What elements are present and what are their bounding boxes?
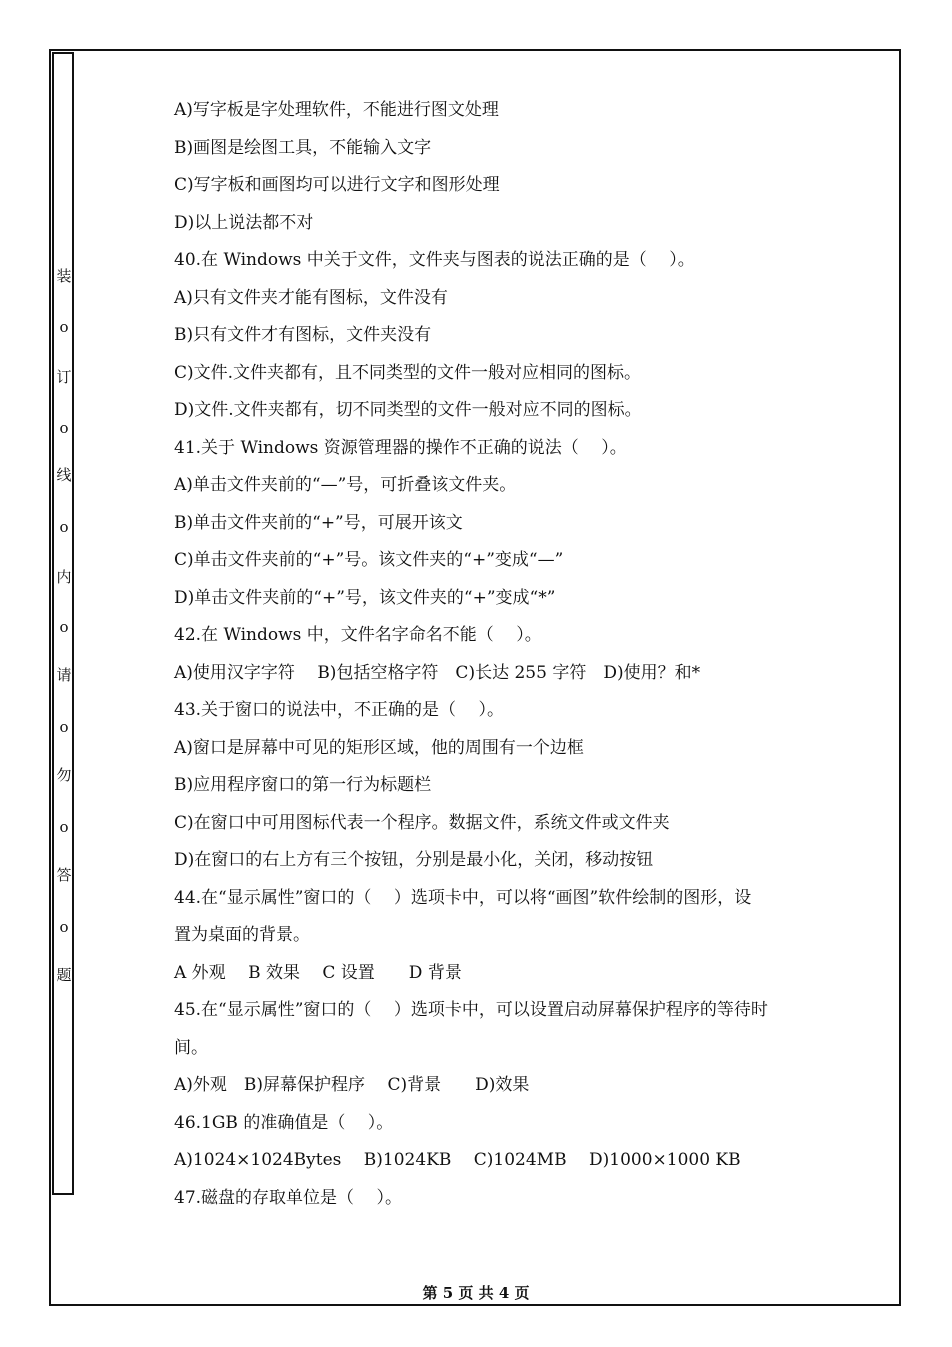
text-line: C)文件.文件夹都有，且不同类型的文件一般对应相同的图标。 xyxy=(174,362,642,383)
binding-char: o xyxy=(59,318,69,336)
text-line: A)单击文件夹前的“—”号，可折叠该文件夹。 xyxy=(174,475,517,495)
text-line: A)使用汉字字符 B)包括空格字符 C)长达 255 字符 D)使用？和* xyxy=(174,662,701,683)
question-46: 46.1GB 的准确值是（ ）。 xyxy=(174,1112,394,1133)
text-line: C)写字板和画图均可以进行文字和图形处理 xyxy=(174,175,500,195)
binding-char: 装 xyxy=(56,267,72,285)
binding-char: o xyxy=(59,518,69,536)
question-43: 43.关于窗口的说法中，不正确的是（ ）。 xyxy=(174,700,504,720)
question-42: 42.在 Windows 中，文件名字命名不能（ ）。 xyxy=(174,625,542,645)
binding-char: o xyxy=(59,419,69,437)
question-41: 41.关于 Windows 资源管理器的操作不正确的说法（ ）。 xyxy=(174,437,627,458)
binding-char: o xyxy=(59,718,69,736)
binding-char: 答 xyxy=(56,866,72,884)
question-44: 44.在“显示属性”窗口的（ ）选项卡中，可以将“画图”软件绘制的图形，设 xyxy=(174,887,752,908)
text-line: A)窗口是屏幕中可见的矩形区域，他的周围有一个边框 xyxy=(174,737,584,758)
text-line: D)单击文件夹前的“+”号，该文件夹的“+”变成“*” xyxy=(174,587,556,608)
text-line: D)在窗口的右上方有三个按钮，分别是最小化，关闭，移动按钮 xyxy=(174,850,654,870)
text-line: D)文件.文件夹都有，切不同类型的文件一般对应不同的图标。 xyxy=(174,400,642,420)
binding-char: o xyxy=(59,618,69,636)
binding-char: 内 xyxy=(56,568,72,586)
text-line: A)只有文件夹才能有图标，文件没有 xyxy=(174,287,448,308)
text-line: B)画图是绘图工具，不能输入文字 xyxy=(174,137,432,158)
text-line: A 外观 B 效果 C 设置 D 背景 xyxy=(174,962,462,983)
question-45: 45.在“显示属性”窗口的（ ）选项卡中，可以设置启动屏幕保护程序的等待时 xyxy=(174,1000,768,1020)
text-line: B)单击文件夹前的“+”号，可展开该文 xyxy=(174,512,463,533)
binding-char: 订 xyxy=(56,368,72,386)
text-line: 置为桌面的背景。 xyxy=(174,925,310,945)
question-47: 47.磁盘的存取单位是（ ）。 xyxy=(174,1187,402,1208)
binding-char: o xyxy=(59,918,69,936)
text-line: 间。 xyxy=(174,1037,208,1058)
question-content xyxy=(174,92,874,1217)
page-footer: 第 5 页 共 4 页 xyxy=(422,1284,530,1302)
binding-char: o xyxy=(59,818,69,836)
text-line: A)1024×1024Bytes B)1024KB C)1024MB D)1000×1000 KB xyxy=(174,1150,741,1170)
text-line: B)应用程序窗口的第一行为标题栏 xyxy=(174,775,432,795)
text-line: C)在窗口中可用图标代表一个程序。数据文件，系统文件或文件夹 xyxy=(174,812,670,833)
binding-char: 题 xyxy=(56,966,72,984)
text-line: B)只有文件才有图标，文件夹没有 xyxy=(174,325,432,345)
binding-char: 请 xyxy=(56,666,72,684)
text-line: C)单击文件夹前的“+”号。该文件夹的“+”变成“—” xyxy=(174,550,564,570)
text-line: A)写字板是字处理软件，不能进行图文处理 xyxy=(174,100,499,120)
question-40: 40.在 Windows 中关于文件，文件夹与图表的说法正确的是（ ）。 xyxy=(174,250,695,270)
text-line: A)外观 B)屏幕保护程序 C)背景 D)效果 xyxy=(174,1075,530,1095)
text-line: D)以上说法都不对 xyxy=(174,212,314,233)
binding-char: 勿 xyxy=(56,766,72,784)
binding-char: 线 xyxy=(56,466,72,484)
